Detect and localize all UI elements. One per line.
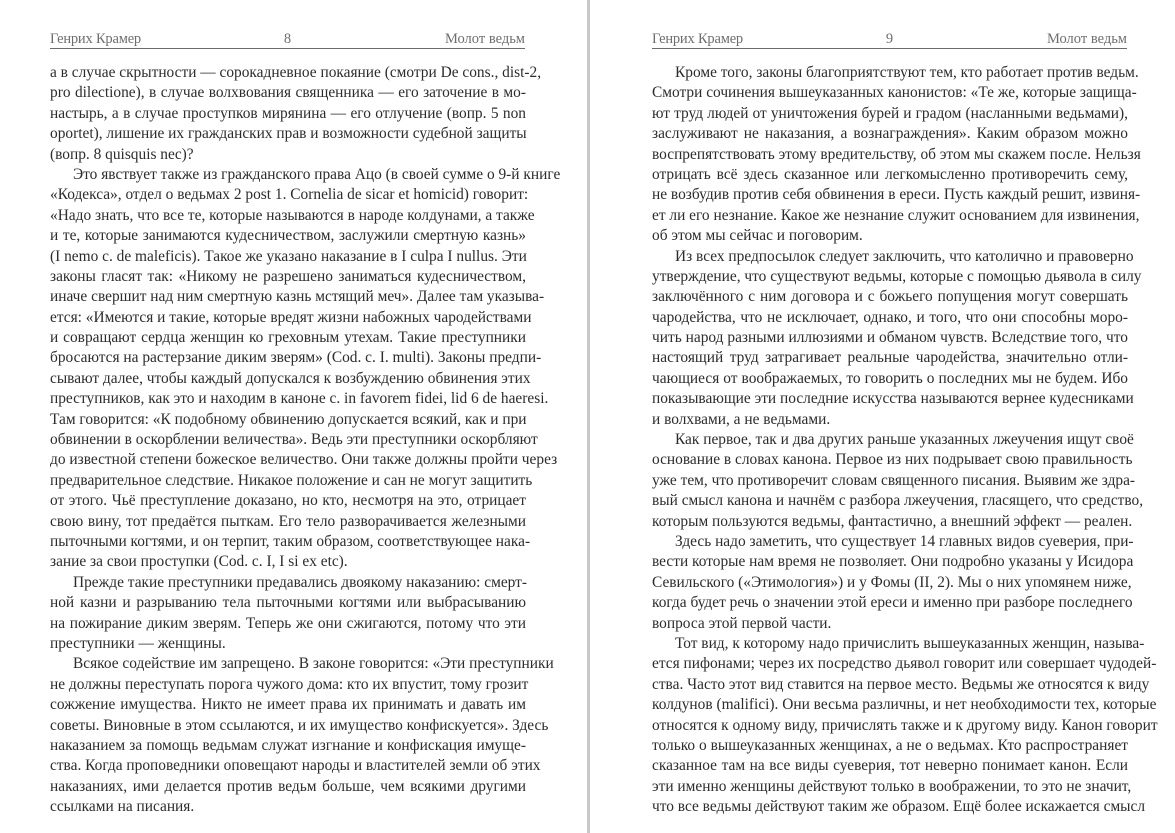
page-body [50, 63, 561, 817]
text-line: pro dilectione), в случае волхвования священника — его заточение в мо- [50, 84, 526, 102]
text-line: а в случае скрытности — сорокадневное покаяние (смотри De cons., dist-2, [50, 64, 542, 81]
text-line: «Кодекса», отдел о ведьмах 2 post 1. Cornelia de sicar et homicid) говорит: [50, 186, 529, 204]
text-line: (I nemo c. de maleficis). Такое же указано наказание в I culpa I nullus. Эти [50, 247, 527, 265]
text-line: вый смысл канона и начнём с разбора лжеучения, гласящего, что средство, [652, 492, 1144, 510]
paragraph [50, 63, 542, 165]
right-page [590, 0, 1175, 833]
text-line: от этого. Чьё преступление доказано, но кто, несмотря на это, отрицает [50, 492, 526, 510]
paragraph [50, 573, 526, 655]
text-line: чающиеся от воображаемых, то говорить о последних мы не будем. Ибо [652, 369, 1128, 387]
text-line: которым пользуются ведьмы, фантастично, а внешний эффект — реален. [652, 512, 1133, 530]
text-line: не должны переступать порога чужого дома: кто их впустит, тому грозит [50, 675, 529, 693]
paragraph [50, 654, 554, 817]
text-line: Тот вид, к которому надо причислить вышеуказанных женщин, называ- [675, 634, 1145, 652]
running-header [50, 30, 525, 49]
text-line: советы. Виновные в этом ссылаются, и их имущество конфискуется». Здесь [50, 716, 549, 734]
paragraph [652, 430, 1144, 532]
text-line: воспрепятствовать этому вредительству, об этом мы скажем после. Нельзя [652, 145, 1141, 163]
text-line: Из всех предпосылок следует заключить, что католично и правоверно [675, 247, 1134, 265]
text-line: уже тем, что противоречит словам священного писания. Выявим же здра- [652, 471, 1136, 489]
text-line: на пожирание диким зверям. Теперь же они сжигаются, потому что эти [50, 614, 526, 632]
text-line: свою вину, тот предаётся пыткам. Его тело разворачивается железными [50, 512, 526, 530]
text-line: сывают далее, чтобы каждый допускался к возбуждению обвинения этих [50, 369, 531, 387]
page-number: 8 [283, 31, 292, 47]
header-book-title: Молот ведьм [444, 31, 525, 47]
text-line: Как первое, так и два других раньше указанных лжеучения ищут своё [675, 431, 1134, 449]
text-line: преступники — женщины. [50, 634, 226, 652]
text-line: колдунов (malifici). Они весьма различны, и нет необходимости тех, которые [652, 696, 1157, 714]
text-line: ства. Когда проповедники оповещают народы и властителей земли об этих [50, 757, 541, 775]
page-number: 9 [885, 31, 894, 47]
text-line: отрицать всё здесь сказанное или легкомысленно противоречить сему, [652, 165, 1128, 183]
text-line: настырь, а в случае проступков мирянина — его отлучение (вопр. 5 non [50, 104, 526, 122]
text-line: что все ведьмы действуют таким же образом. Ещё более искажается смысл [652, 798, 1146, 816]
header-author: Генрих Крамер [50, 31, 141, 47]
text-line: сказанное там на все виды суеверия, тот неверно понимает канон. Если [652, 757, 1128, 775]
text-line: ется пифонами; через их посредство дьявол говорит или совершает чудодей- [652, 655, 1157, 673]
paragraph [652, 532, 1134, 634]
running-header [652, 30, 1127, 49]
text-line: бросаются на растерзание диким зверям» (Cod. c. I. multi). Законы предпи- [50, 349, 542, 367]
text-line: предварительное следствие. Никакое положение и сан не могут защитить [50, 471, 533, 489]
text-line: только о вышеуказанных женщинах, а не о ведьмах. Кто распространяет [652, 736, 1128, 754]
text-line: зание за свои проступки (Cod. c. I, I si ex etc). [50, 553, 348, 571]
text-line: ссылками на писания. [50, 798, 195, 816]
text-line: oportet), лишение их гражданских прав и возможности судебной защиты [50, 125, 527, 143]
text-line: когда будет речь о значении этой ереси и именно при разборе последнего [652, 594, 1133, 612]
text-line: настоящий труд затрагивает реальные чародейства, значительно отли- [652, 349, 1128, 367]
text-line: Это явствует также из гражданского права Ацо (в своей сумме о 9-й книге [73, 165, 561, 183]
text-line: ет ли его незнание. Какое же незнание служит основанием для извинения, [652, 206, 1140, 224]
text-line: показывающие эти последние искусства называются вернее кудесниками [652, 390, 1134, 408]
text-line: законы гласят так: «Никому не разрешено заниматься кудесничеством, [50, 267, 526, 285]
text-line: до известной степени божеское величество. Они также должны пройти через [50, 451, 558, 469]
text-line: наказаниях, ими делается против ведьм больше, чем всякими другими [50, 777, 526, 795]
left-page [0, 0, 587, 833]
text-line: ется: «Имеются и такие, которые вредят жизни набожных чародействами [50, 308, 532, 326]
text-line: эти именно женщины действуют только в воображении, то это не значит, [652, 777, 1132, 795]
text-line: Там говорится: «К подобному обвинению допускается всякий, как и при [50, 410, 527, 428]
page-body [652, 63, 1158, 817]
paragraph [652, 247, 1142, 431]
text-line: Кроме того, законы благоприятствуют тем, кто работает против ведьм. [675, 64, 1139, 81]
paragraph [652, 634, 1158, 818]
text-line: «Надо знать, что все те, которые называются в народе колдунами, а также [50, 206, 535, 224]
text-line: относятся к одному виду, причислять также и к другому виду. Канон говорит [652, 716, 1158, 734]
text-line: (вопр. 8 quisquis nec)? [50, 145, 194, 163]
text-line: заслуживают не наказания, а вознаграждения». Каким образом можно [652, 125, 1128, 143]
text-line: преступников, как это и находим в каноне c. in favorem fidei, lid 6 de haeresi. [50, 390, 549, 408]
text-line: чить народ разными иллюзиями и обманом чувств. Вследствие того, что [652, 329, 1128, 347]
paragraph [50, 165, 561, 573]
text-line: Здесь надо заметить, что существует 14 главных видов суеверия, при- [675, 532, 1134, 550]
text-line: ной казни и разрыванию тела пыточными когтями или выбрасыванию [50, 594, 526, 612]
text-line: наказанием за помощь ведьмам служат изгнание и конфискация имуще- [50, 736, 526, 754]
text-line: не возбудив против себя обвинения в ереси. Пусть каждый решит, извиня- [652, 186, 1141, 204]
text-line: пыточными когтями, и он терпит, таким образом, соответствующее нака- [50, 532, 531, 550]
text-line: сожжение имущества. Никто не имеет права их принимать и давать им [50, 696, 526, 714]
header-author: Генрих Крамер [652, 31, 743, 47]
paragraph [652, 63, 1141, 247]
text-line: вопроса этой первой части. [652, 614, 832, 632]
text-line: чародейства, что не исключает, однако, и того, что они способны моро- [652, 308, 1128, 326]
text-line: ют труд людей от уничтожения бурей и градом (насланными ведьмами), [652, 104, 1128, 122]
text-line: заключённого с ним договора и с божьего попущения могут совершать [652, 288, 1128, 306]
text-line: Всякое содействие им запрещено. В законе говорится: «Эти преступники [73, 655, 554, 673]
text-line: основание в словах канона. Первое из них подрывает свою правильность [652, 451, 1133, 469]
text-line: Севильского («Этимология») и у Фомы (II, 2). Мы о них упомянем ниже, [652, 573, 1132, 591]
text-line: утверждение, что существуют ведьмы, которые с помощью дьявола в силу [652, 267, 1142, 285]
text-line: и совращают сердца женщин ко греховным утехам. Такие преступники [50, 329, 526, 347]
header-book-title: Молот ведьм [1046, 31, 1127, 47]
text-line: Прежде такие преступники предавались двоякому наказанию: смерт- [73, 573, 527, 591]
text-line: ства. Часто этот вид ставится на первое место. Ведьмы же относятся к виду [652, 675, 1150, 693]
text-line: обвинении в оскорблении величества». Ведь эти преступники оскорбляют [50, 431, 538, 449]
text-line: Смотри сочинения вышеуказанных канонистов: «Те же, которые защища- [652, 84, 1137, 102]
text-line: иначе свершит над ним смертную казнь мстящий меч». Далее там указыва- [50, 288, 545, 306]
text-line: вести которые нам время не позволяет. Они подробно указаны у Исидора [652, 553, 1134, 571]
text-line: об этом мы сейчас и поговорим. [652, 227, 863, 245]
text-line: и волхвами, а не ведьмами. [652, 410, 831, 428]
text-line: и те, которые занимаются кудесничеством, заслужили смертную казнь» [50, 227, 526, 245]
